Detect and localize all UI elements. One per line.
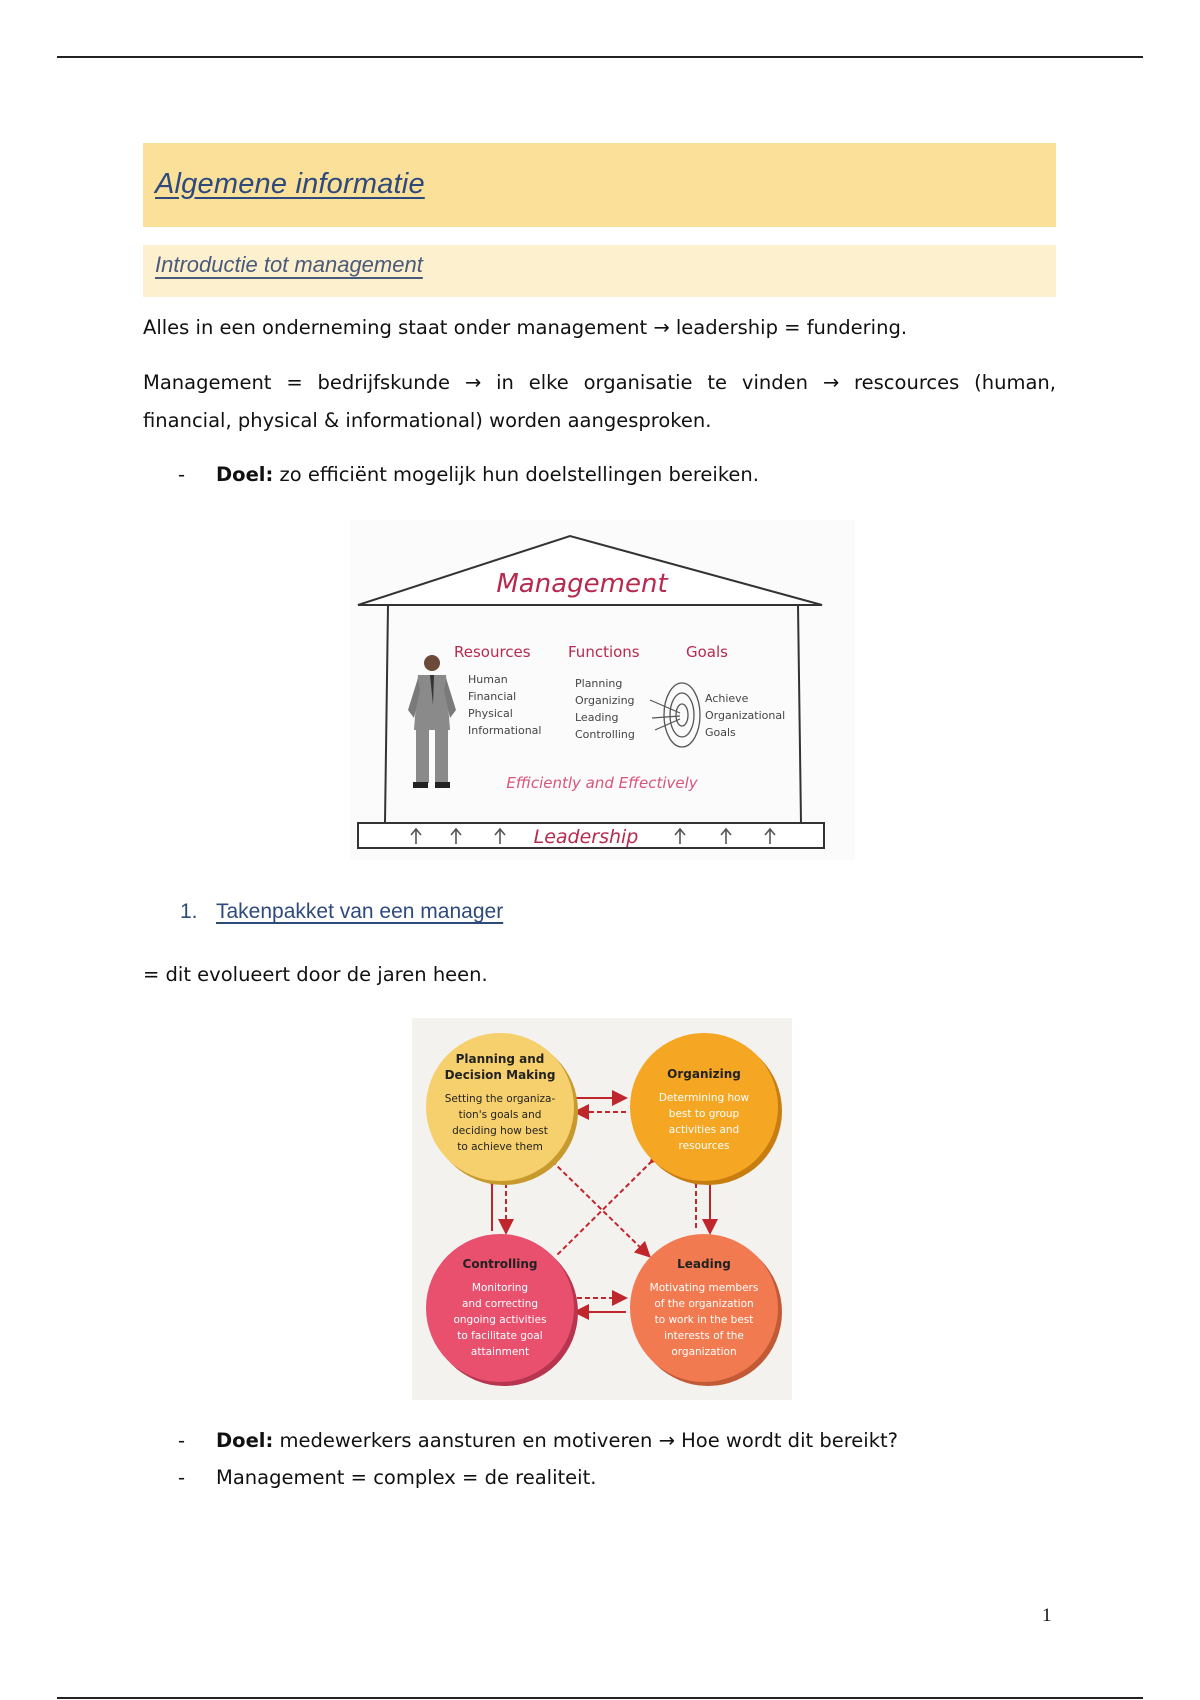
node-desc: Motivating members	[649, 1282, 759, 1294]
resource-item: Physical	[468, 707, 513, 720]
bullet-goal-top	[216, 463, 759, 486]
footer-rule	[57, 1697, 1143, 1699]
function-item: Organizing	[575, 694, 635, 707]
node-desc: Setting the organiza-	[444, 1093, 556, 1105]
house-tagline: Efficiently and Effectively	[506, 774, 698, 792]
bullet-text: zo efficiënt mogelijk hun doelstellingen bereiken.	[273, 463, 759, 486]
page-title: Algemene informatie	[155, 168, 425, 200]
node-desc: of the organization	[654, 1298, 754, 1310]
management-functions-diagram	[412, 1018, 792, 1400]
node-title: Leading	[677, 1257, 731, 1271]
node-title: Controlling	[462, 1257, 538, 1271]
node-desc: to work in the best	[654, 1314, 754, 1326]
header-rule	[57, 56, 1143, 58]
paragraph-management-line2: financial, physical & informational) worden aangesproken.	[143, 409, 712, 432]
function-item: Planning	[575, 677, 623, 690]
resource-item: Human	[468, 673, 508, 686]
list-number: 1.	[180, 900, 198, 923]
resource-item: Informational	[468, 724, 542, 737]
goal-item: Organizational	[705, 709, 786, 722]
node-desc: best to group	[668, 1108, 740, 1120]
function-item: Leading	[575, 711, 619, 724]
column-title-functions: Functions	[568, 643, 640, 661]
node-desc: organization	[671, 1346, 737, 1358]
section-intro: = dit evolueert door de jaren heen.	[143, 963, 488, 986]
column-title-resources: Resources	[454, 643, 531, 661]
node-desc: interests of the	[664, 1330, 744, 1342]
foundation-label: Leadership	[533, 826, 639, 848]
management-house-diagram	[350, 520, 855, 860]
bullet-label: Doel:	[216, 463, 274, 486]
node-title: Decision Making	[444, 1068, 556, 1082]
bullet-complex: Management = complex = de realiteit.	[216, 1466, 597, 1489]
function-item: Controlling	[575, 728, 635, 741]
node-title: Organizing	[667, 1067, 741, 1081]
bullet-dash: -	[178, 1429, 186, 1452]
section-subtitle: Introductie tot management	[155, 252, 423, 277]
section-title: Takenpakket van een manager	[216, 900, 504, 923]
node-desc: Determining how	[658, 1092, 750, 1104]
goal-item: Achieve	[705, 692, 749, 705]
node-desc: to facilitate goal	[457, 1330, 543, 1342]
node-desc: attainment	[470, 1346, 530, 1358]
roof-title: Management	[496, 569, 668, 599]
node-desc: activities and	[668, 1124, 740, 1136]
node-desc: and correcting	[461, 1298, 539, 1310]
bullet-text: medewerkers aansturen en motiveren → Hoe wordt dit bereikt?	[273, 1429, 898, 1452]
goal-item: Goals	[705, 726, 736, 739]
node-desc: ongoing activities	[453, 1314, 547, 1326]
paragraph-management-line1: Management = bedrijfskunde → in elke organisatie te vinden → rescources (human,	[143, 371, 1056, 394]
node-desc: tion's goals and	[458, 1109, 542, 1121]
bullet-dash: -	[178, 463, 186, 486]
bullet-goal-bottom	[216, 1429, 898, 1452]
node-desc: deciding how best	[452, 1125, 548, 1137]
bullet-dash: -	[178, 1466, 186, 1489]
page-number: 1	[1042, 1605, 1052, 1626]
node-desc: Monitoring	[471, 1282, 529, 1294]
node-desc: to achieve them	[457, 1141, 543, 1153]
paragraph-intro: Alles in een onderneming staat onder management → leadership = fundering.	[143, 316, 908, 339]
column-title-goals: Goals	[686, 643, 728, 661]
bullet-label: Doel:	[216, 1429, 274, 1452]
numbered-heading	[180, 900, 504, 924]
resource-item: Financial	[468, 690, 517, 703]
node-desc: resources	[678, 1140, 730, 1152]
node-title: Planning and	[455, 1052, 545, 1066]
